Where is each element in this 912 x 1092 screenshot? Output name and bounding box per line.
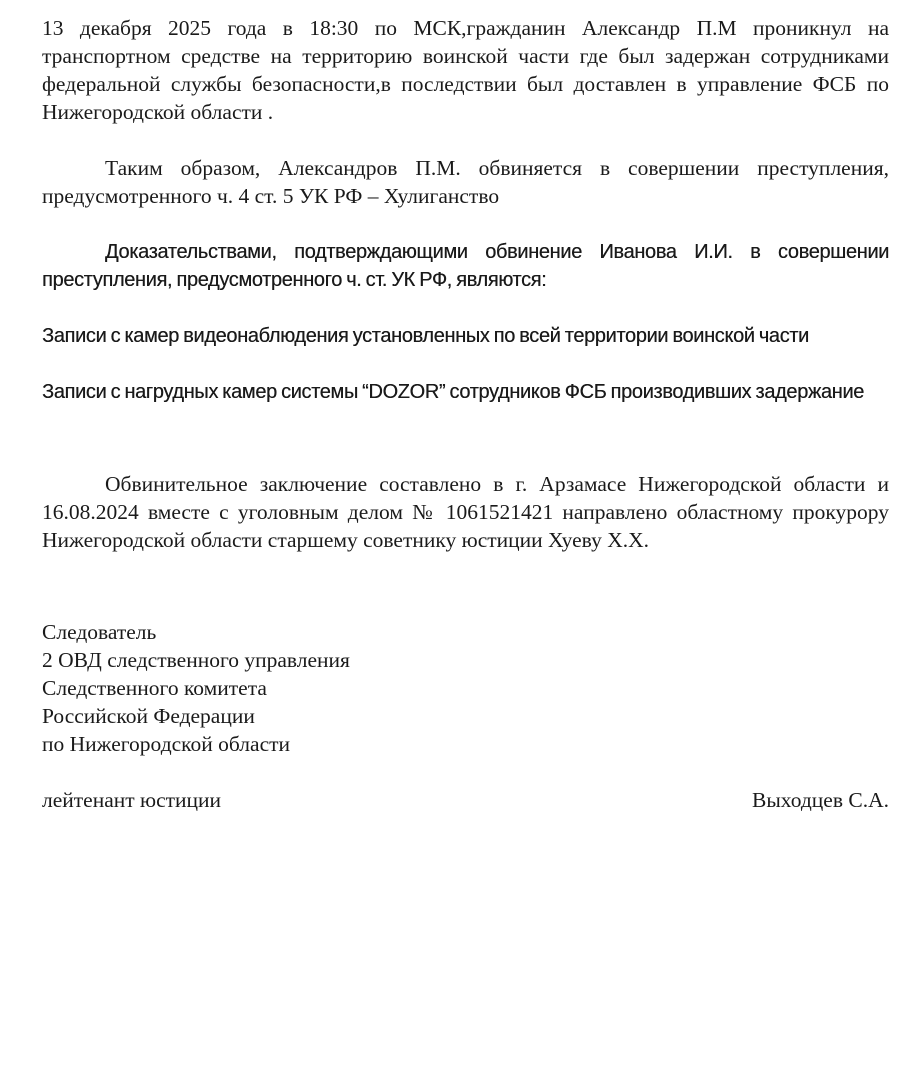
document-page [42,14,889,814]
spacer [42,126,889,154]
signature-rank: лейтенант юстиции [42,788,222,812]
evidence-intro-paragraph: Доказательствами, подтверждающими обвинение Иванова И.И. в совершении преступления, предусмотренного ч. ст. УК РФ, являются: [42,241,889,291]
spacer [42,554,889,618]
signature-name: Выходцев С.А. [752,788,889,812]
signature-block [42,618,889,814]
spacer [42,294,889,322]
signature-committee-line: Следственного комитета [42,676,267,700]
conclusion-paragraph: Обвинительное заключение составлено в г. Арзамасе Нижегородской области и 16.08.2024 вместе с уголовным делом № 1061521421 направлено областному прокурору Нижегородской области старшему советнику юстиции Хуеву Х.Х. [42,472,889,552]
signature-position-line: Следователь [42,620,157,644]
spacer [42,350,889,378]
spacer [42,406,889,462]
signature-country-line: Российской Федерации [42,704,255,728]
signature-row [42,786,889,814]
charge-paragraph: Таким образом, Александров П.М. обвиняется в совершении преступления, предусмотренного ч. 4 ст. 5 УК РФ – Хулиганство [42,156,889,208]
evidence-item-bodycam: Записи с нагрудных камер системы “DOZOR” сотрудников ФСБ производивших задержание [42,381,864,403]
incident-paragraph: 13 декабря 2025 года в 18:30 по МСК,гражданин Александр П.М проникнул на транспортном средстве на территорию воинской части где был задержан сотрудниками федеральной службы безопасности,в последствии был доставлен в управление ФСБ по Нижегородской области . [42,16,889,124]
signature-region-line: по Нижегородской области [42,732,291,756]
spacer [42,210,889,238]
signature-department-line: 2 ОВД следственного управления [42,648,350,672]
spacer [42,758,889,786]
evidence-item-cctv: Записи с камер видеонаблюдения установленных по всей территории воинской части [42,325,809,347]
